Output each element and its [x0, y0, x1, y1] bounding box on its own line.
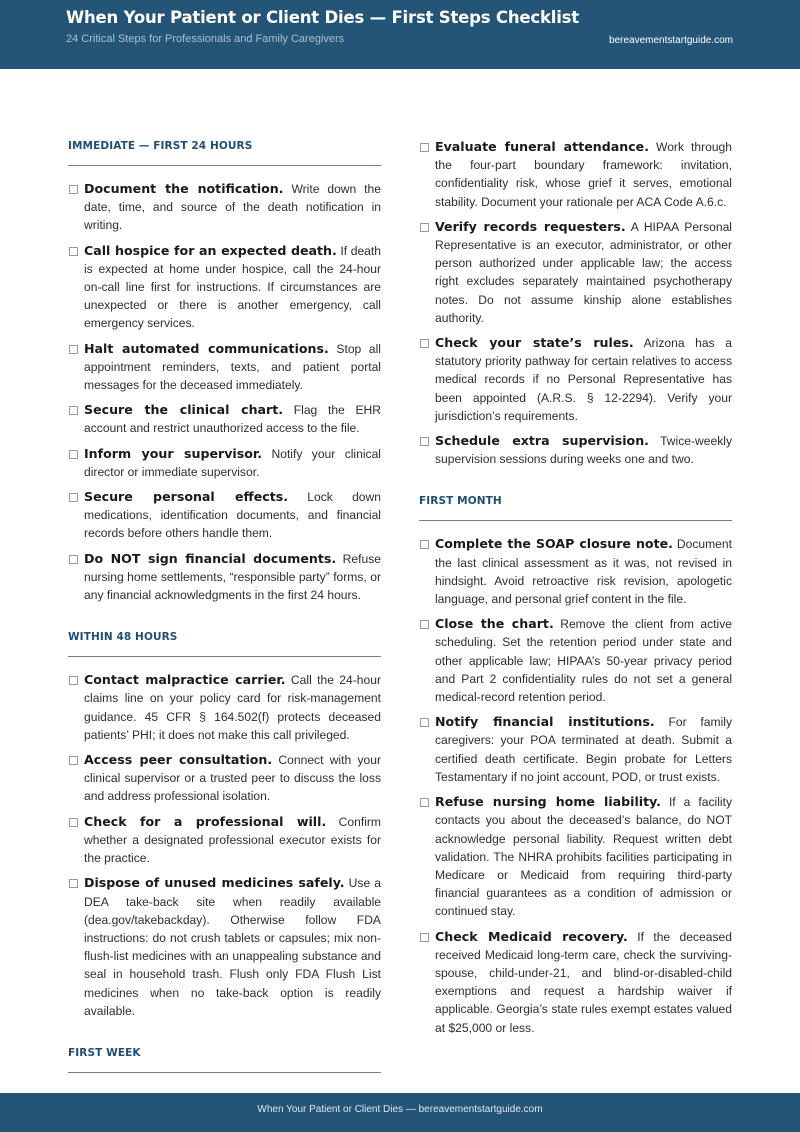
- item-title: Contact malpractice carrier.: [84, 672, 286, 688]
- checkbox[interactable]: [69, 756, 78, 765]
- item-text: Twice-weekly supervision sessions during weeks one and two.: [435, 434, 732, 467]
- checklist-item: [68, 671, 381, 744]
- checklist-item: [419, 928, 732, 1037]
- checklist-item: [68, 180, 381, 235]
- item-title: Complete the SOAP closure note.: [435, 536, 673, 552]
- item-text: Confirm whether a designated professional executor exists for the practice.: [84, 814, 381, 866]
- checkbox[interactable]: [420, 143, 429, 152]
- checklist-item: [419, 218, 732, 327]
- section-gap: [68, 611, 381, 629]
- checklist-item: [68, 401, 381, 437]
- section-heading: [68, 138, 381, 166]
- checkbox[interactable]: [420, 933, 429, 942]
- checkbox[interactable]: [69, 493, 78, 502]
- item-title: Inform your supervisor.: [84, 445, 263, 461]
- item-text: Connect with your clinical supervisor or a trusted peer to discuss the loss and address professional isolation.: [84, 753, 381, 804]
- item-text: Stop all appointment reminders, texts, and patient portal messages for the deceased immediately.: [84, 341, 381, 393]
- item-title: Check your state’s rules.: [435, 335, 634, 351]
- checklist-item: [419, 793, 732, 920]
- item-text: Use a DEA take-back site when readily available (dea.gov/takebackday). Otherwise follow FDA instructions: do not crush tablets or capsules; mix non-flush-list medicines with an unappealing substance and seal in household trash. Flush only FDA Flush List medicines when no take-back option is readily available.: [84, 876, 381, 1018]
- checklist-item: [419, 615, 732, 706]
- checklist-item: [68, 751, 381, 806]
- item-text: Call the 24-hour claims line on your policy card for risk-management guidance. 45 CFR § 164.502(f) protects deceased patients’ PHI; it does not make this call privileged.: [84, 673, 381, 742]
- section-heading-label: IMMEDIATE — FIRST 24 HOURS: [68, 140, 253, 152]
- checkbox[interactable]: [69, 406, 78, 415]
- item-title: Secure the clinical chart.: [84, 402, 284, 418]
- checkbox[interactable]: [69, 450, 78, 459]
- checkbox[interactable]: [420, 223, 429, 232]
- checkbox[interactable]: [420, 339, 429, 348]
- checklist-item: [419, 535, 732, 608]
- section-heading: [419, 493, 732, 521]
- item-text: Remove the client from active scheduling. Set the retention period under state and other applicable law; HIPAA’s 50-year privacy period and Part 2 confidentiality rules do not set a general medical-record retention period.: [435, 617, 732, 705]
- item-text: Document the last clinical assessment as it was, not revised in hindsight. Avoid retroactive risk revision, apologetic language, and personal grief content in the file.: [435, 537, 732, 607]
- right-column: [419, 138, 732, 1044]
- checklist-item: [68, 813, 381, 868]
- item-text: Write down the date, time, and source of the death notification in writing.: [84, 182, 381, 233]
- item-title: Check for a professional will.: [84, 813, 327, 829]
- checkbox[interactable]: [420, 620, 429, 629]
- item-title: Access peer consultation.: [84, 752, 273, 768]
- checkbox[interactable]: [69, 185, 78, 194]
- item-title: Dispose of unused medicines safely.: [84, 875, 345, 891]
- item-text: Flag the EHR account and restrict unauthorized access to the file.: [84, 403, 381, 436]
- section-heading-label: FIRST MONTH: [419, 495, 502, 508]
- section-gap: [419, 475, 732, 493]
- checkbox[interactable]: [69, 345, 78, 354]
- item-title: Secure personal effects.: [84, 489, 289, 505]
- checklist-item: [68, 874, 381, 1020]
- checkbox[interactable]: [420, 437, 429, 446]
- item-title: Do NOT sign financial documents.: [84, 550, 337, 566]
- item-text: A HIPAA Personal Representative is an executor, administrator, or other person authorized under applicable law; the access right excludes separately maintained psychotherapy notes. Do not assume kinship alone establishes authority.: [435, 219, 732, 325]
- site-link[interactable]: bereavementstartguide.com: [609, 35, 733, 46]
- page-title: When Your Patient or Client Dies — First Steps Checklist: [66, 8, 579, 27]
- checklist-item: [419, 334, 732, 425]
- item-title: Verify records requesters.: [435, 218, 626, 234]
- checklist-item: [419, 432, 732, 468]
- checkbox[interactable]: [69, 879, 78, 888]
- checkbox[interactable]: [420, 540, 429, 549]
- checklist-item: [68, 340, 381, 395]
- checklist-item: [68, 242, 381, 333]
- checkbox[interactable]: [69, 247, 78, 256]
- checkbox[interactable]: [69, 818, 78, 827]
- checklist-item: [68, 550, 381, 605]
- item-title: Halt automated communications.: [84, 340, 329, 356]
- section-heading-label: WITHIN 48 HOURS: [68, 631, 178, 644]
- section-gap: [68, 1027, 381, 1045]
- item-title: Check Medicaid recovery.: [435, 928, 628, 944]
- checkbox[interactable]: [420, 718, 429, 727]
- item-title: Document the notification.: [84, 181, 284, 196]
- item-text: Arizona has a statutory priority pathway for certain relatives to access medical records if no Personal Representative has been appointed (A.R.S. § 12-2294). Verify your jurisdiction’s requirements.: [435, 336, 732, 423]
- left-column: [68, 138, 381, 1087]
- page-header: [0, 0, 800, 69]
- checklist-item: [68, 445, 381, 481]
- checkbox[interactable]: [69, 676, 78, 685]
- checkbox[interactable]: [69, 555, 78, 564]
- item-text: Refuse nursing home settlements, “responsible party” forms, or any financial acknowledgments in the first 24 hours.: [84, 551, 381, 603]
- item-title: Refuse nursing home liability.: [435, 794, 661, 810]
- item-title: Call hospice for an expected death.: [84, 242, 337, 258]
- item-title: Schedule extra supervision.: [435, 433, 649, 449]
- item-title: Evaluate funeral attendance.: [435, 139, 649, 154]
- checkbox[interactable]: [420, 798, 429, 807]
- section-heading-label: FIRST WEEK: [68, 1046, 141, 1059]
- page-subtitle: 24 Critical Steps for Professionals and Family Caregivers: [66, 33, 345, 45]
- item-text: Notify your clinical director or immediate supervisor.: [84, 446, 381, 479]
- section-heading: [68, 1045, 381, 1073]
- checklist-item: [419, 713, 732, 786]
- checklist-item: [419, 138, 732, 211]
- item-title: Close the chart.: [435, 616, 554, 632]
- item-text: If the deceased received Medicaid long-term care, check the surviving-spouse, child-under-21, and blind-or-disabled-child exemptions and request a hardship waiver if applicable. Georgia’s state rules exempt estates valued at $25,000 or less.: [435, 929, 732, 1035]
- item-text: If a facility contacts you about the deceased’s balance, do NOT acknowledge personal liability. Request written debt validation. The NHRA prohibits facilities participating in Medicare or Medicaid from requiring third-party financial guarantees as a condition of admission or continued stay.: [435, 795, 732, 919]
- item-text: Lock down medications, identification documents, and financial records before others handle them.: [84, 490, 381, 541]
- section-heading: [68, 629, 381, 657]
- item-title: Notify financial institutions.: [435, 714, 655, 730]
- item-text: For family caregivers: your POA terminated at death. Submit a certified death certificate. Begin probate for Letters Testamentary if no joint account, POD, or trust exists.: [435, 715, 732, 784]
- item-text: Work through the four-part boundary framework: invitation, confidentiality risk, whose grief it serves, emotional stability. Document your rationale per ACA Code A.6.c.: [435, 140, 733, 209]
- page-footer: When Your Patient or Client Dies — bereavementstartguide.com: [0, 1093, 800, 1132]
- item-text: If death is expected at home under hospice, call the 24-hour on-call line first for instructions. If circumstances are unexpected or there is another emergency, call emergency services.: [84, 243, 381, 331]
- checklist-item: [68, 488, 381, 543]
